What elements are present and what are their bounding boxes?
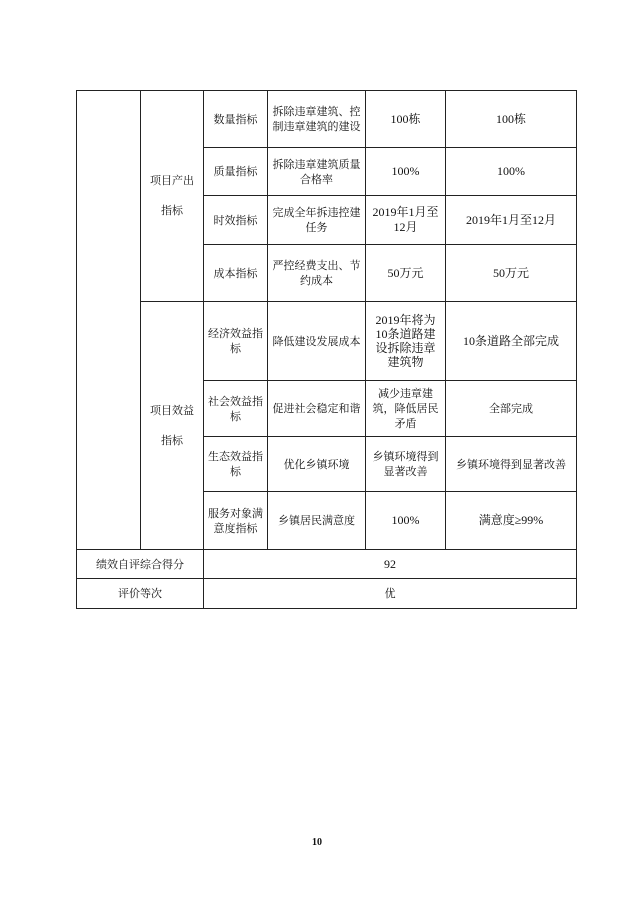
outputs-group-cell: 项目产出指标 [141, 91, 204, 302]
grade-row [77, 579, 577, 609]
actual-cell: 乡镇环境得到显著改善 [446, 437, 577, 492]
indicator-cell: 数量指标 [204, 91, 268, 148]
actual-cell: 50万元 [446, 245, 577, 302]
indicator-cell: 服务对象满意度指标 [204, 492, 268, 550]
target-cell: 2019年1月至12月 [366, 196, 446, 245]
target-cell: 乡镇环境得到显著改善 [366, 437, 446, 492]
score-value: 92 [204, 550, 577, 579]
indicator-cell: 质量指标 [204, 148, 268, 196]
performance-table [76, 90, 577, 609]
grade-label: 评价等次 [77, 579, 204, 609]
content-cell: 降低建设发展成本 [268, 302, 366, 381]
content-cell: 拆除违章建筑、控制违章建筑的建设 [268, 91, 366, 148]
score-row [77, 550, 577, 579]
content-cell: 严控经费支出、节约成本 [268, 245, 366, 302]
content-cell: 促进社会稳定和谐 [268, 381, 366, 437]
indicator-cell: 成本指标 [204, 245, 268, 302]
page-number: 10 [312, 837, 322, 848]
actual-cell: 100栋 [446, 91, 577, 148]
indicator-cell: 社会效益指标 [204, 381, 268, 437]
actual-cell: 2019年1月至12月 [446, 196, 577, 245]
target-cell: 100栋 [366, 91, 446, 148]
grade-value: 优 [204, 579, 577, 609]
actual-cell: 100% [446, 148, 577, 196]
content-cell: 优化乡镇环境 [268, 437, 366, 492]
target-cell: 100% [366, 492, 446, 550]
indicator-cell: 生态效益指标 [204, 437, 268, 492]
blank-category-cell [77, 91, 141, 550]
actual-cell: 10条道路全部完成 [446, 302, 577, 381]
indicator-cell: 时效指标 [204, 196, 268, 245]
content-cell: 完成全年拆违控建任务 [268, 196, 366, 245]
benefits-group-cell: 项目效益指标 [141, 302, 204, 550]
target-cell: 减少违章建筑，降低居民矛盾 [366, 381, 446, 437]
indicator-cell: 经济效益指标 [204, 302, 268, 381]
score-label: 绩效自评综合得分 [77, 550, 204, 579]
content-cell: 拆除违章建筑质量合格率 [268, 148, 366, 196]
target-cell: 2019年将为10条道路建设拆除违章建筑物 [366, 302, 446, 381]
actual-cell: 满意度≥99% [446, 492, 577, 550]
table-row [77, 91, 577, 148]
target-cell: 50万元 [366, 245, 446, 302]
content-cell: 乡镇居民满意度 [268, 492, 366, 550]
table-row [77, 302, 577, 381]
actual-cell: 全部完成 [446, 381, 577, 437]
target-cell: 100% [366, 148, 446, 196]
